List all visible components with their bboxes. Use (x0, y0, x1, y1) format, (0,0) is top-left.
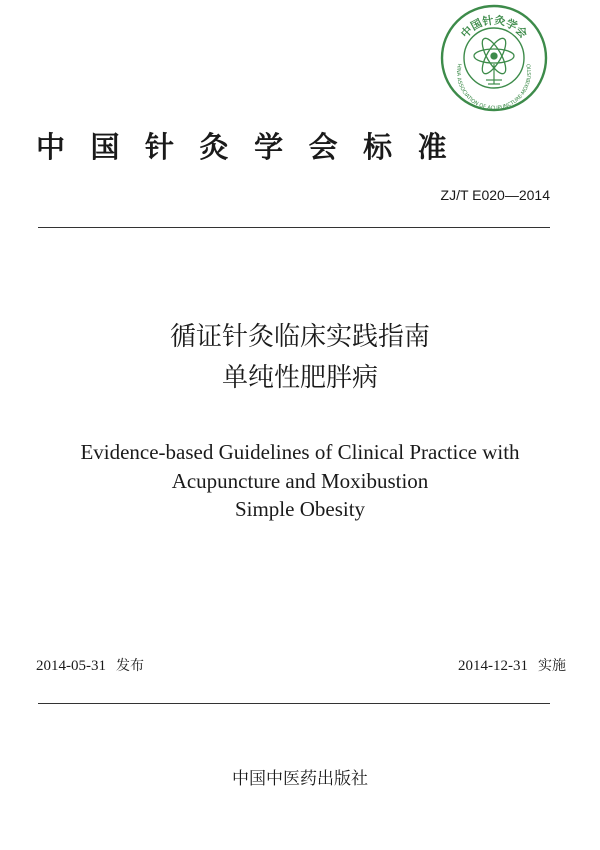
effective-label: 实施 (538, 658, 566, 674)
standard-code: ZJ/T E020—2014 (440, 187, 550, 203)
effective-date: 2014-12-31 (458, 658, 528, 674)
issued-date-block (36, 655, 144, 675)
issued-date: 2014-05-31 (36, 658, 106, 674)
chinese-title-line1: 循证针灸临床实践指南 (169, 322, 430, 352)
organization-standard-title: 中国针灸学会标准 (36, 130, 473, 164)
english-title-line3: Simple Obesity (234, 497, 366, 521)
top-divider (38, 227, 550, 228)
seal-top-text: 中国针灸学会 (458, 13, 530, 41)
publisher-name: 中国中医药出版社 (232, 769, 368, 789)
english-title-line1: Evidence-based Guidelines of Clinical Practice with (80, 440, 520, 464)
english-title-line2: Acupuncture and Moxibustion (171, 469, 429, 493)
bottom-divider (38, 703, 550, 704)
chinese-title-line2: 单纯性肥胖病 (221, 363, 378, 393)
issued-label: 发布 (116, 658, 144, 674)
seal-ring-text: HINA ASSOCIATION OF ACUPUNCTURE-MOXIBUSTIO (454, 62, 534, 112)
association-seal-logo (440, 4, 548, 112)
effective-date-block (458, 655, 566, 675)
seal-needle-icon (486, 64, 502, 84)
